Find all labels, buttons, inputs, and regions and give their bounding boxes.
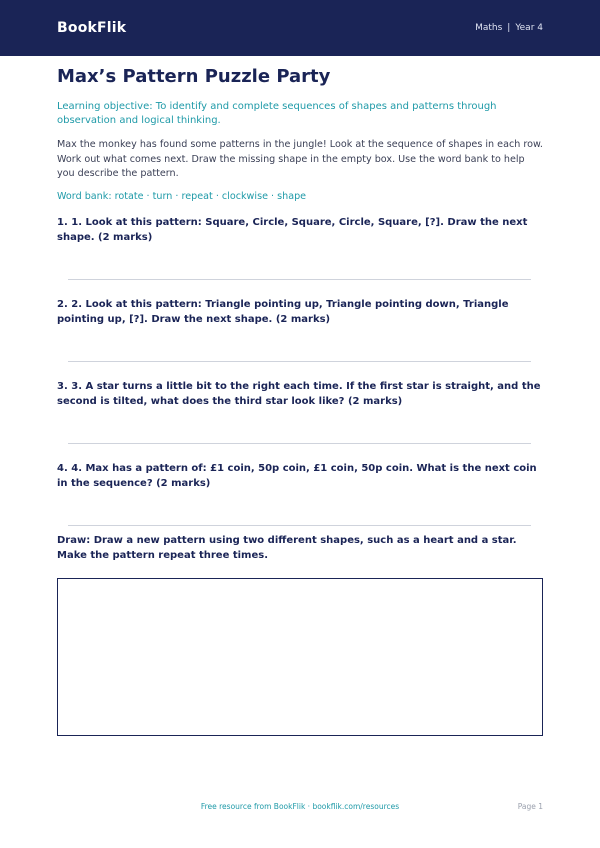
draw-task-prompt: Draw: Draw a new pattern using two different shapes, such as a heart and a star. Make the pattern repeat three times. [57, 535, 517, 561]
instructions: Max the monkey has found some patterns in the jungle! Look at the sequence of shapes in each row. Work out what comes next. Draw the missing shape in the empty box. Use the word bank to help you describe the pattern. [57, 139, 543, 179]
answer-line-4[interactable] [68, 525, 531, 526]
answer-line-2[interactable] [68, 361, 531, 362]
learning-objective: Learning objective: To identify and complete sequences of shapes and patterns through observation and logical thinking. [57, 101, 497, 126]
page-number: Page 1 [517, 802, 543, 811]
answer-line-3[interactable] [68, 443, 531, 444]
meta-separator: | [507, 23, 511, 33]
question-1: 1. 1. Look at this pattern: Square, Circle, Square, Circle, Square, [?]. Draw the next shape. (2 marks) [57, 217, 528, 243]
question-3: 3. 3. A star turns a little bit to the right each time. If the first star is straight, and the second is tilted, what does the third star look like? (2 marks) [57, 381, 541, 407]
subject-label: Maths [475, 23, 503, 33]
page-title: Max’s Pattern Puzzle Party [57, 66, 331, 87]
year-label: Year 4 [515, 23, 543, 33]
page-header [0, 0, 600, 56]
answer-line-1[interactable] [68, 279, 531, 280]
question-4: 4. 4. Max has a pattern of: £1 coin, 50p coin, £1 coin, 50p coin. What is the next coin in the sequence? (2 marks) [57, 463, 537, 489]
brand-logo[interactable]: BookFlik [57, 20, 127, 36]
subject-year [475, 23, 543, 33]
worksheet-intro [57, 66, 543, 204]
footer-credit[interactable]: Free resource from BookFlik · bookflik.com/resources [200, 802, 400, 811]
word-bank: Word bank: rotate · turn · repeat · clockwise · shape [57, 190, 307, 202]
question-2: 2. 2. Look at this pattern: Triangle pointing up, Triangle pointing down, Triangle pointing up, [?]. Draw the next shape. (2 marks) [57, 299, 509, 325]
drawing-area[interactable] [57, 578, 543, 736]
